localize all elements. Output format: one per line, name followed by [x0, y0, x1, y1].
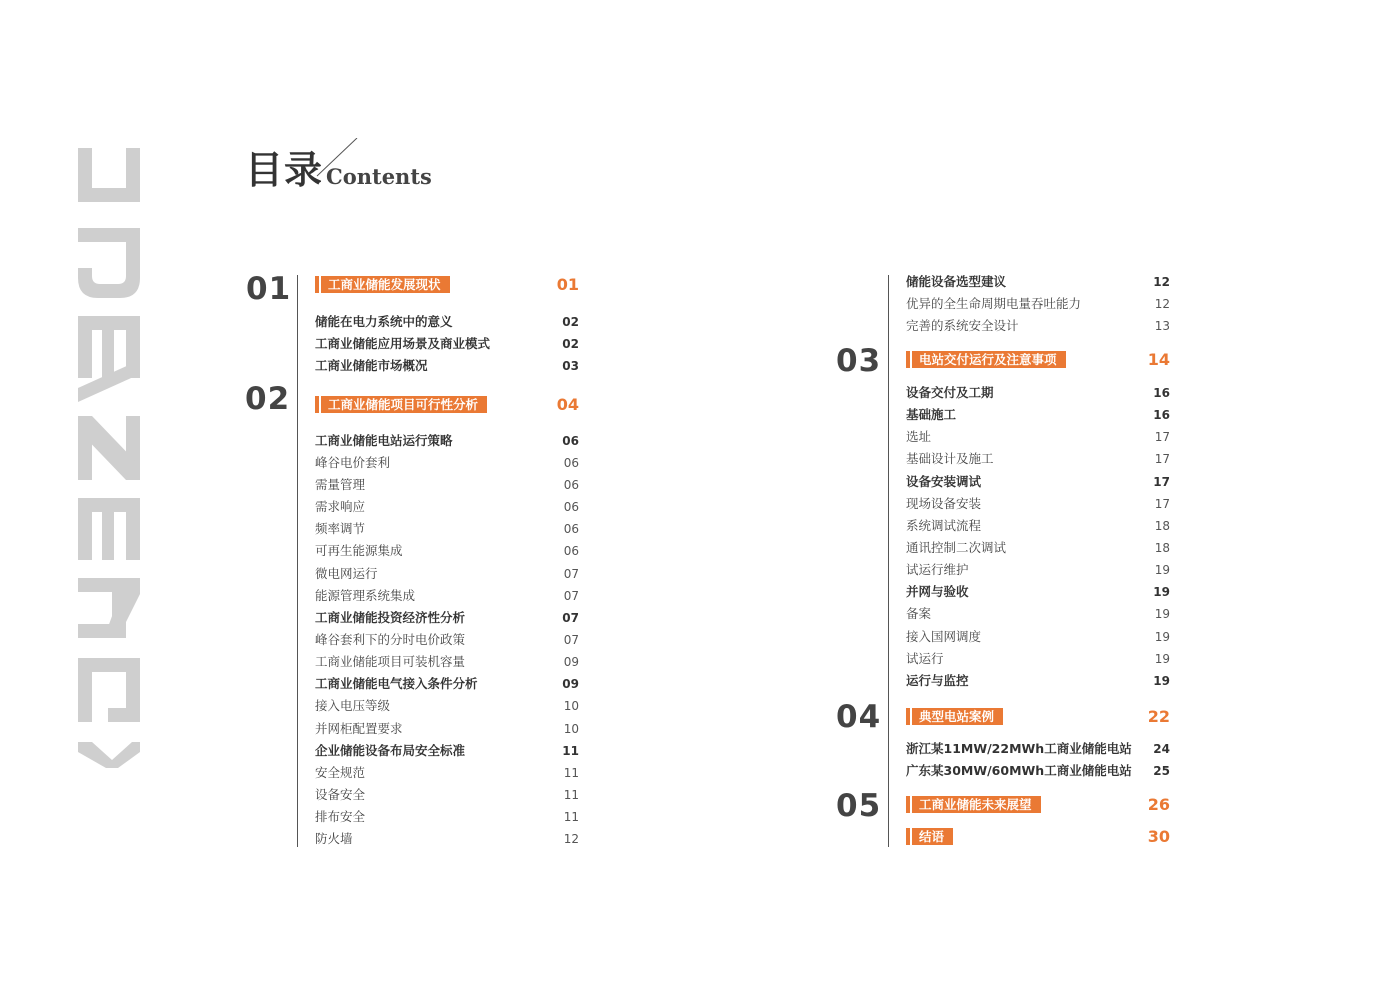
toc-entry-page: 13 — [1154, 319, 1170, 333]
toc-entry[interactable] — [906, 494, 1170, 514]
toc-entry[interactable] — [906, 627, 1170, 647]
section-heading-05[interactable] — [906, 794, 1170, 814]
toc-entry-page: 18 — [1154, 519, 1170, 533]
toc-entry[interactable] — [906, 761, 1170, 781]
toc-entry[interactable] — [315, 807, 579, 827]
toc-entry[interactable] — [906, 316, 1170, 336]
toc-entry-page: 07 — [562, 611, 579, 625]
toc-entry-page: 19 — [1154, 630, 1170, 644]
toc-entry-page: 06 — [563, 500, 579, 514]
toc-entry[interactable] — [906, 294, 1170, 314]
toc-entry-label: 需量管理 — [315, 477, 366, 492]
toc-entry-page: 18 — [1154, 541, 1170, 555]
toc-entry-page: 19 — [1154, 563, 1170, 577]
toc-entry[interactable] — [315, 453, 579, 473]
toc-entry-label: 储能设备选型建议 — [906, 274, 1007, 289]
toc-entry-label: 安全规范 — [315, 765, 366, 780]
toc-entry-label: 工商业储能市场概况 — [315, 358, 428, 373]
toc-entry[interactable] — [315, 719, 579, 739]
toc-entry-label: 接入电压等级 — [315, 698, 391, 713]
toc-entry[interactable] — [315, 608, 579, 628]
section-number-02: 02 — [245, 381, 291, 417]
toc-entry-label: 企业储能设备布局安全标准 — [315, 743, 466, 758]
toc-entry-page: 02 — [562, 337, 579, 351]
brand-logo — [78, 148, 148, 768]
toc-entry-label: 设备安全 — [315, 787, 366, 802]
toc-entry-page: 09 — [563, 655, 579, 669]
toc-entry-label: 工商业储能电站运行策略 — [315, 433, 453, 448]
toc-entry-label: 广东某30MW/60MWh工商业储能电站 — [906, 763, 1132, 778]
toc-entry-page: 19 — [1154, 652, 1170, 666]
section-heading-conclusion[interactable] — [906, 826, 1170, 846]
toc-entry-page: 02 — [562, 315, 579, 329]
section-heading-01[interactable] — [315, 274, 579, 294]
toc-entry[interactable] — [906, 427, 1170, 447]
toc-entry-label: 峰谷套利下的分时电价政策 — [315, 632, 466, 647]
toc-entry-label: 运行与监控 — [906, 673, 969, 688]
toc-entry[interactable] — [315, 541, 579, 561]
toc-entry-label: 工商业储能电气接入条件分析 — [315, 676, 478, 691]
section-number-03: 03 — [836, 343, 882, 379]
toc-column-right — [836, 272, 1176, 850]
section-number-04: 04 — [836, 699, 882, 735]
toc-entry-label: 选址 — [906, 429, 932, 444]
toc-entry-page: 17 — [1154, 430, 1170, 444]
toc-entry[interactable] — [906, 272, 1170, 292]
toc-entry[interactable] — [906, 449, 1170, 469]
toc-entry-label: 工商业储能项目可装机容量 — [315, 654, 466, 669]
toc-entry-label: 通讯控制二次调试 — [906, 540, 1007, 555]
toc-entry-page: 12 — [1153, 275, 1170, 289]
toc-entry[interactable] — [906, 516, 1170, 536]
toc-entry[interactable] — [315, 652, 579, 672]
toc-entry-label: 能源管理系统集成 — [315, 588, 416, 603]
toc-entry-page: 07 — [563, 567, 579, 581]
toc-entry-page: 17 — [1154, 452, 1170, 466]
section-heading-02[interactable] — [315, 394, 579, 414]
section-tag: 典型电站案例 — [906, 708, 1003, 725]
toc-entry-label: 工商业储能投资经济性分析 — [315, 610, 466, 625]
toc-entry-page: 17 — [1154, 497, 1170, 511]
section-page: 01 — [556, 275, 579, 294]
toc-entry-page: 11 — [562, 744, 579, 758]
toc-entry-label: 试运行维护 — [906, 562, 969, 577]
toc-entry-page: 19 — [1153, 674, 1170, 688]
toc-entry-page: 06 — [563, 544, 579, 558]
toc-entry[interactable] — [906, 582, 1170, 602]
toc-entry-page: 19 — [1153, 585, 1170, 599]
column-divider — [297, 275, 298, 847]
toc-entry-label: 微电网运行 — [315, 566, 378, 581]
section-page: 14 — [1147, 350, 1170, 369]
toc-entry-page: 09 — [562, 677, 579, 691]
toc-entry[interactable] — [906, 604, 1170, 624]
toc-entry-label: 峰谷电价套利 — [315, 455, 391, 470]
jdenergy-logo-mark — [78, 148, 148, 768]
section-page: 30 — [1147, 827, 1170, 846]
toc-entry[interactable] — [906, 383, 1170, 403]
toc-entry-label: 优异的全生命周期电量吞吐能力 — [906, 296, 1082, 311]
toc-entry[interactable] — [315, 630, 579, 650]
toc-entry-page: 07 — [563, 633, 579, 647]
toc-entry[interactable] — [315, 431, 579, 451]
section-heading-04[interactable] — [906, 706, 1170, 726]
toc-entry[interactable] — [315, 519, 579, 539]
section-tag: 结语 — [906, 828, 953, 845]
toc-entry-page: 11 — [563, 810, 579, 824]
toc-entry[interactable] — [906, 560, 1170, 580]
toc-entry[interactable] — [315, 829, 579, 849]
toc-entry-label: 可再生能源集成 — [315, 543, 403, 558]
section-tag: 工商业储能项目可行性分析 — [315, 396, 487, 413]
toc-entry[interactable] — [315, 674, 579, 694]
toc-entry[interactable] — [315, 696, 579, 716]
column-divider — [888, 275, 889, 847]
toc-entry-label: 浙江某11MW/22MWh工商业储能电站 — [906, 741, 1132, 756]
toc-entry-page: 10 — [563, 699, 579, 713]
toc-entry-label: 基础设计及施工 — [906, 451, 994, 466]
toc-entry-label: 试运行 — [906, 651, 944, 666]
toc-entry-page: 03 — [562, 359, 579, 373]
toc-entry-page: 06 — [563, 456, 579, 470]
toc-entry[interactable] — [315, 312, 579, 332]
toc-entry-label: 接入国网调度 — [906, 629, 982, 644]
toc-entry-page: 11 — [563, 788, 579, 802]
toc-entry[interactable] — [315, 334, 579, 354]
toc-entry-label: 现场设备安装 — [906, 496, 982, 511]
toc-entry-label: 并网柜配置要求 — [315, 721, 403, 736]
toc-entry[interactable] — [315, 475, 579, 495]
toc-entry-label: 并网与验收 — [906, 584, 969, 599]
toc-entry-label: 工商业储能应用场景及商业模式 — [315, 336, 491, 351]
toc-entry-page: 12 — [563, 832, 579, 846]
toc-entry[interactable] — [906, 671, 1170, 691]
toc-entry-page: 16 — [1153, 408, 1170, 422]
toc-entry[interactable] — [315, 356, 579, 376]
section-page: 04 — [556, 395, 579, 414]
toc-entry-label: 储能在电力系统中的意义 — [315, 314, 453, 329]
section-page: 22 — [1147, 707, 1170, 726]
toc-entry[interactable] — [315, 564, 579, 584]
toc-entry-page: 24 — [1153, 742, 1170, 756]
toc-entry-page: 06 — [563, 478, 579, 492]
toc-entry[interactable] — [315, 497, 579, 517]
toc-entry-page: 11 — [563, 766, 579, 780]
toc-entry-label: 备案 — [906, 606, 932, 621]
toc-entry-page: 17 — [1153, 475, 1170, 489]
toc-entry-page: 07 — [563, 589, 579, 603]
toc-entry-label: 设备交付及工期 — [906, 385, 994, 400]
toc-entry-page: 06 — [562, 434, 579, 448]
section-tag: 工商业储能发展现状 — [315, 276, 450, 293]
section-tag: 工商业储能未来展望 — [906, 796, 1041, 813]
toc-entry-page: 25 — [1153, 764, 1170, 778]
toc-entry[interactable] — [315, 763, 579, 783]
toc-entry-page: 19 — [1154, 607, 1170, 621]
section-number-05: 05 — [836, 788, 882, 824]
toc-column-left — [245, 272, 585, 850]
toc-entry[interactable] — [906, 405, 1170, 425]
toc-entry-label: 频率调节 — [315, 521, 366, 536]
toc-entry[interactable] — [906, 472, 1170, 492]
toc-entry-label: 排布安全 — [315, 809, 366, 824]
section-number-01: 01 — [246, 271, 292, 307]
toc-entry[interactable] — [315, 785, 579, 805]
title-english: Contents — [326, 164, 432, 189]
toc-entry-label: 完善的系统安全设计 — [906, 318, 1019, 333]
toc-entry-label: 设备安装调试 — [906, 474, 982, 489]
title-chinese: 目录 — [245, 148, 324, 192]
toc-entry-label: 基础施工 — [906, 407, 957, 422]
toc-entry-page: 10 — [563, 722, 579, 736]
toc-entry[interactable] — [906, 739, 1170, 759]
toc-entry-label: 防火墙 — [315, 831, 353, 846]
section-heading-03[interactable] — [906, 349, 1170, 369]
toc-entry-label: 系统调试流程 — [906, 518, 982, 533]
toc-entry[interactable] — [906, 538, 1170, 558]
section-page: 26 — [1147, 795, 1170, 814]
toc-entry-page: 12 — [1154, 297, 1170, 311]
toc-entry[interactable] — [315, 586, 579, 606]
toc-entry[interactable] — [315, 741, 579, 761]
toc-entry-page: 06 — [563, 522, 579, 536]
toc-entry[interactable] — [906, 649, 1170, 669]
toc-entry-page: 16 — [1153, 386, 1170, 400]
section-tag: 电站交付运行及注意事项 — [906, 351, 1066, 368]
toc-entry-label: 需求响应 — [315, 499, 366, 514]
